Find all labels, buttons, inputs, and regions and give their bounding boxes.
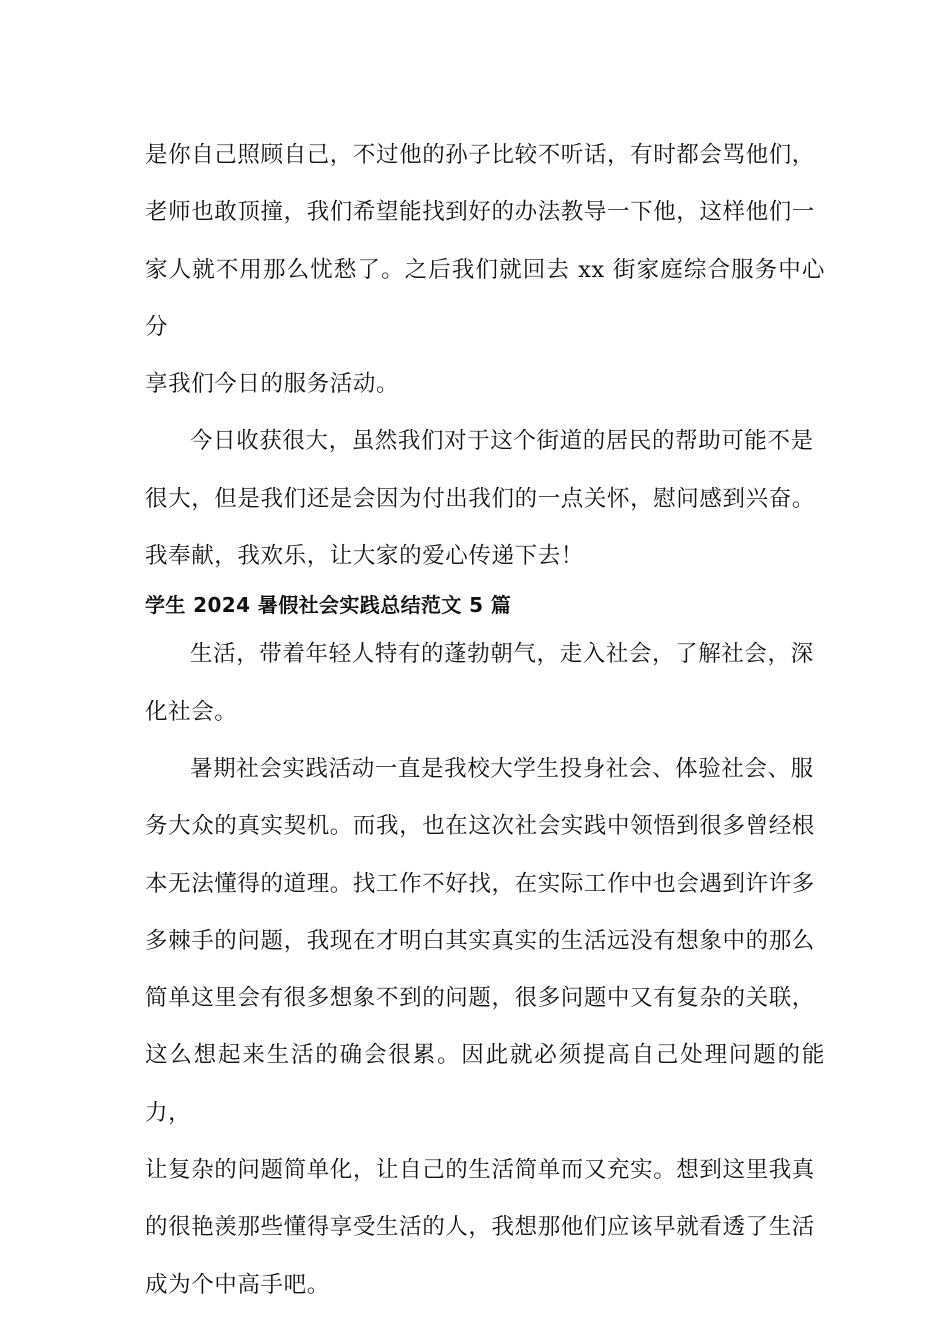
text-line: 生活，带着年轻人特有的蓬勃朝气，走入社会，了解社会，深 <box>190 641 814 668</box>
text-line: 很大，但是我们还是会因为付出我们的一点关怀，慰问感到兴奋。 <box>145 485 815 512</box>
paragraph <box>145 127 825 413</box>
text-line: 让复杂的问题简单化，让自己的生活简单而又充实。想到这里我真 <box>145 1157 815 1184</box>
paragraph <box>145 626 825 741</box>
text-line: 本无法懂得的道理。找工作不好找，在实际工作中也会遇到许许多 <box>145 870 815 897</box>
paragraph <box>145 741 825 1314</box>
text-line: 暑期社会实践活动一直是我校大学生投身社会、体验社会、服 <box>190 755 814 782</box>
document-body <box>145 127 825 1314</box>
text-line: 这么想起来生活的确会很累。因此就必须提高自己处理问题的能力， <box>145 1042 825 1126</box>
section-heading: 学生 2024 暑假社会实践总结范文 5 篇 <box>145 593 512 618</box>
paragraph <box>145 413 825 585</box>
text-line: 多棘手的问题，我现在才明白其实真实的生活远没有想象中的那么 <box>145 927 815 954</box>
text-line: 家人就不用那么忧愁了。之后我们就回去 xx 街家庭综合服务中心分 <box>145 256 825 340</box>
text-line: 我奉献，我欢乐，让大家的爱心传递下去！ <box>145 543 584 570</box>
text-line: 的很艳羡那些懂得享受生活的人，我想那他们应该早就看透了生活 <box>145 1214 815 1241</box>
text-line: 简单这里会有很多想象不到的问题，很多问题中又有复杂的关联， <box>145 985 815 1012</box>
text-line: 今日收获很大，虽然我们对于这个街道的居民的帮助可能不是 <box>190 428 814 455</box>
text-line: 化社会。 <box>145 698 238 725</box>
text-line: 是你自己照顾自己，不过他的孙子比较不听话，有时都会骂他们， <box>145 142 815 168</box>
text-line: 老师也敢顶撞，我们希望能找到好的办法教导一下他，这样他们一 <box>145 199 815 226</box>
text-line: 享我们今日的服务活动。 <box>145 371 400 398</box>
text-line: 务大众的真实契机。而我，也在这次社会实践中领悟到很多曾经根 <box>145 813 815 840</box>
text-line: 成为个中高手吧。 <box>145 1271 330 1298</box>
